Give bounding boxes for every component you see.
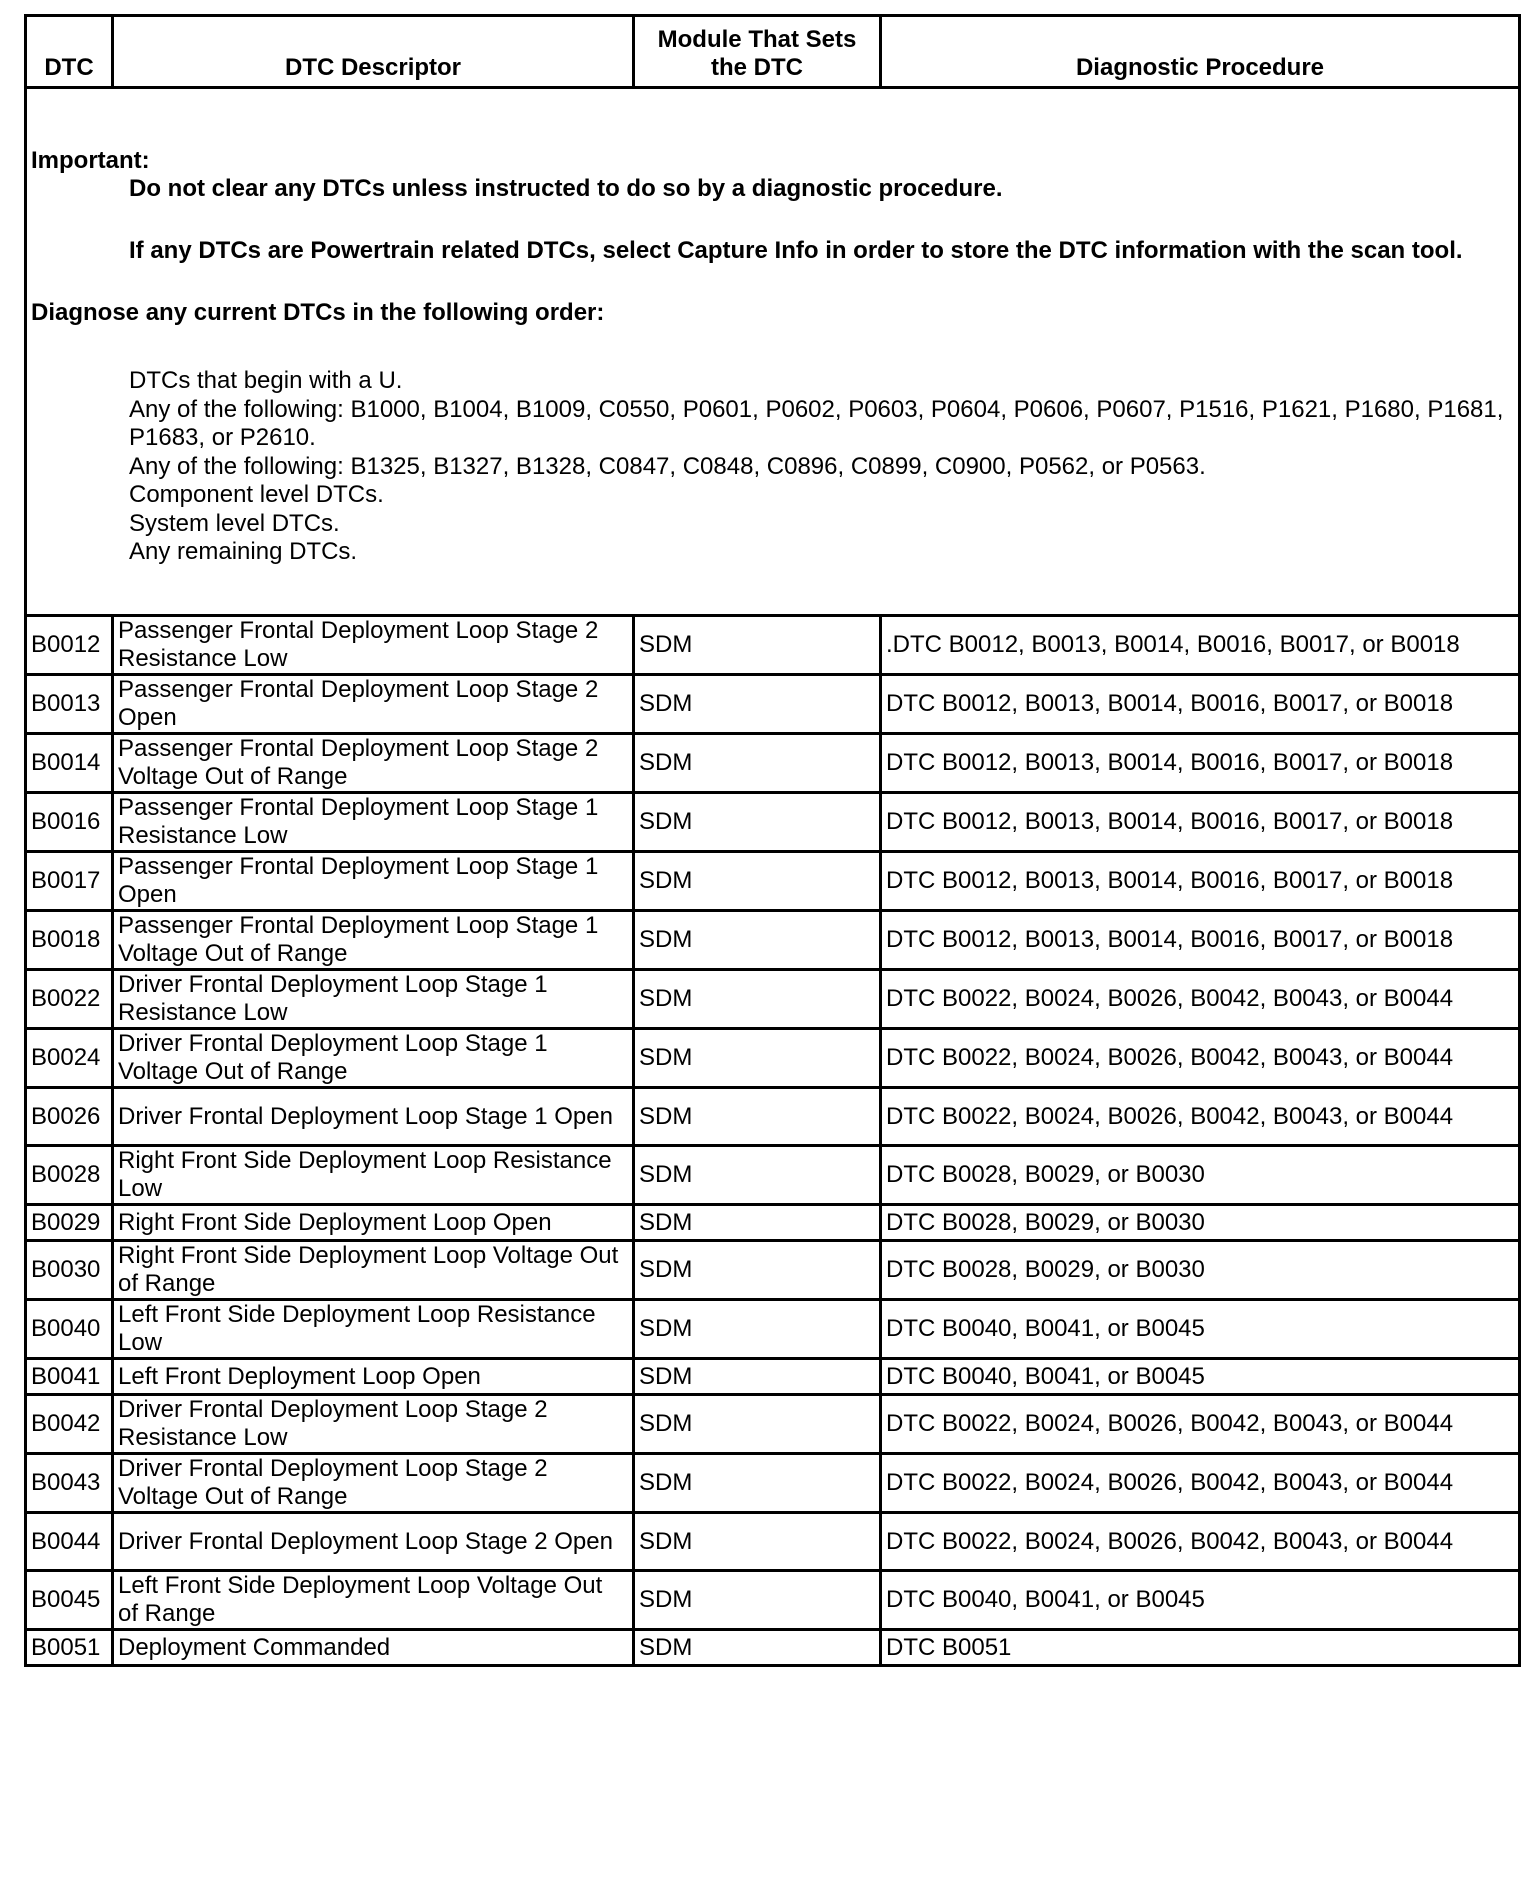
table-row bbox=[26, 1300, 1520, 1359]
module-cell: SDM bbox=[634, 1205, 881, 1241]
table-row bbox=[26, 1029, 1520, 1088]
procedure-cell: DTC B0012, B0013, B0014, B0016, B0017, or B0018 bbox=[881, 793, 1520, 852]
descriptor-cell: Left Front Side Deployment Loop Voltage Out of Range bbox=[113, 1571, 634, 1630]
table-row bbox=[26, 1513, 1520, 1571]
module-cell: SDM bbox=[634, 616, 881, 675]
descriptor-cell: Passenger Frontal Deployment Loop Stage 1 Voltage Out of Range bbox=[113, 911, 634, 970]
table-row bbox=[26, 911, 1520, 970]
order-item: DTCs that begin with a U. bbox=[129, 367, 403, 394]
dtc-cell: B0018 bbox=[26, 911, 113, 970]
order-item: Any remaining DTCs. bbox=[129, 538, 358, 565]
module-cell: SDM bbox=[634, 1146, 881, 1205]
descriptor-cell: Passenger Frontal Deployment Loop Stage 1 Resistance Low bbox=[113, 793, 634, 852]
dtc-cell: B0016 bbox=[26, 793, 113, 852]
order-item: Component level DTCs. bbox=[129, 481, 384, 508]
descriptor-cell: Passenger Frontal Deployment Loop Stage 1 Open bbox=[113, 852, 634, 911]
table-row bbox=[26, 852, 1520, 911]
dtc-cell: B0014 bbox=[26, 734, 113, 793]
dtc-cell: B0043 bbox=[26, 1454, 113, 1513]
order-item: Any of the following: B1325, B1327, B1328, C0847, C0848, C0896, C0899, C0900, P0562, or P0563. bbox=[129, 452, 1206, 480]
order-item: System level DTCs. bbox=[129, 509, 340, 537]
table-row bbox=[26, 1571, 1520, 1630]
order-list bbox=[31, 367, 1514, 567]
dtc-cell: B0017 bbox=[26, 852, 113, 911]
dtc-cell: B0040 bbox=[26, 1300, 113, 1359]
order-label: Diagnose any current DTCs in the following order: bbox=[31, 299, 605, 326]
module-cell: SDM bbox=[634, 1241, 881, 1300]
procedure-cell: DTC B0022, B0024, B0026, B0042, B0043, or B0044 bbox=[881, 970, 1520, 1029]
descriptor-cell: Driver Frontal Deployment Loop Stage 2 Voltage Out of Range bbox=[113, 1454, 634, 1513]
procedure-cell: DTC B0012, B0013, B0014, B0016, B0017, or B0018 bbox=[881, 734, 1520, 793]
important-label: Important: bbox=[31, 147, 150, 174]
table-row bbox=[26, 1630, 1520, 1666]
dtc-cell: B0045 bbox=[26, 1571, 113, 1630]
dtc-cell: B0041 bbox=[26, 1359, 113, 1395]
table-row bbox=[26, 616, 1520, 675]
procedure-cell: DTC B0022, B0024, B0026, B0042, B0043, or B0044 bbox=[881, 1513, 1520, 1571]
descriptor-cell: Driver Frontal Deployment Loop Stage 1 Voltage Out of Range bbox=[113, 1029, 634, 1088]
procedure-cell: DTC B0040, B0041, or B0045 bbox=[881, 1359, 1520, 1395]
table-row bbox=[26, 1146, 1520, 1205]
table-row bbox=[26, 1359, 1520, 1395]
descriptor-cell: Right Front Side Deployment Loop Open bbox=[113, 1205, 634, 1241]
module-cell: SDM bbox=[634, 1359, 881, 1395]
dtc-cell: B0028 bbox=[26, 1146, 113, 1205]
dtc-cell: B0029 bbox=[26, 1205, 113, 1241]
module-cell: SDM bbox=[634, 1571, 881, 1630]
module-cell: SDM bbox=[634, 852, 881, 911]
module-cell: SDM bbox=[634, 1630, 881, 1666]
table-row bbox=[26, 1205, 1520, 1241]
notes-row bbox=[26, 88, 1520, 616]
descriptor-cell: Driver Frontal Deployment Loop Stage 1 Open bbox=[113, 1088, 634, 1146]
table-row bbox=[26, 1088, 1520, 1146]
procedure-cell: DTC B0022, B0024, B0026, B0042, B0043, or B0044 bbox=[881, 1395, 1520, 1454]
dtc-cell: B0042 bbox=[26, 1395, 113, 1454]
dtc-cell: B0024 bbox=[26, 1029, 113, 1088]
table-row bbox=[26, 793, 1520, 852]
descriptor-cell: Left Front Deployment Loop Open bbox=[113, 1359, 634, 1395]
dtc-cell: B0030 bbox=[26, 1241, 113, 1300]
table-row bbox=[26, 734, 1520, 793]
dtc-cell: B0026 bbox=[26, 1088, 113, 1146]
module-cell: SDM bbox=[634, 911, 881, 970]
procedure-cell: DTC B0040, B0041, or B0045 bbox=[881, 1571, 1520, 1630]
descriptor-cell: Passenger Frontal Deployment Loop Stage 2 Resistance Low bbox=[113, 616, 634, 675]
procedure-cell: DTC B0028, B0029, or B0030 bbox=[881, 1146, 1520, 1205]
dtc-cell: B0022 bbox=[26, 970, 113, 1029]
module-cell: SDM bbox=[634, 675, 881, 734]
procedure-cell: DTC B0040, B0041, or B0045 bbox=[881, 1300, 1520, 1359]
module-cell: SDM bbox=[634, 734, 881, 793]
module-cell: SDM bbox=[634, 970, 881, 1029]
procedure-cell: DTC B0022, B0024, B0026, B0042, B0043, or B0044 bbox=[881, 1088, 1520, 1146]
table-row bbox=[26, 1395, 1520, 1454]
procedure-cell: DTC B0051 bbox=[881, 1630, 1520, 1666]
descriptor-cell: Deployment Commanded bbox=[113, 1630, 634, 1666]
header-row bbox=[26, 16, 1520, 88]
descriptor-cell: Right Front Side Deployment Loop Resistance Low bbox=[113, 1146, 634, 1205]
notes-cell bbox=[26, 88, 1520, 616]
dtc-cell: B0044 bbox=[26, 1513, 113, 1571]
table-row bbox=[26, 1241, 1520, 1300]
table-row bbox=[26, 675, 1520, 734]
important-line: Do not clear any DTCs unless instructed to do so by a diagnostic procedure. bbox=[129, 175, 1003, 202]
module-cell: SDM bbox=[634, 1395, 881, 1454]
procedure-cell: DTC B0012, B0013, B0014, B0016, B0017, or B0018 bbox=[881, 852, 1520, 911]
module-cell: SDM bbox=[634, 1454, 881, 1513]
dtc-cell: B0013 bbox=[26, 675, 113, 734]
header-module: Module That Sets the DTC bbox=[634, 16, 881, 88]
dtc-table bbox=[24, 14, 1521, 1667]
module-cell: SDM bbox=[634, 1029, 881, 1088]
procedure-cell: DTC B0012, B0013, B0014, B0016, B0017, or B0018 bbox=[881, 675, 1520, 734]
module-cell: SDM bbox=[634, 1088, 881, 1146]
descriptor-cell: Right Front Side Deployment Loop Voltage Out of Range bbox=[113, 1241, 634, 1300]
descriptor-cell: Driver Frontal Deployment Loop Stage 2 Open bbox=[113, 1513, 634, 1571]
descriptor-cell: Driver Frontal Deployment Loop Stage 1 Resistance Low bbox=[113, 970, 634, 1029]
header-dtc: DTC bbox=[26, 16, 113, 88]
descriptor-cell: Driver Frontal Deployment Loop Stage 2 Resistance Low bbox=[113, 1395, 634, 1454]
procedure-cell: DTC B0022, B0024, B0026, B0042, B0043, or B0044 bbox=[881, 1029, 1520, 1088]
dtc-cell: B0012 bbox=[26, 616, 113, 675]
module-cell: SDM bbox=[634, 1300, 881, 1359]
descriptor-cell: Passenger Frontal Deployment Loop Stage 2 Voltage Out of Range bbox=[113, 734, 634, 793]
descriptor-cell: Passenger Frontal Deployment Loop Stage 2 Open bbox=[113, 675, 634, 734]
module-cell: SDM bbox=[634, 1513, 881, 1571]
procedure-cell: DTC B0012, B0013, B0014, B0016, B0017, or B0018 bbox=[881, 911, 1520, 970]
descriptor-cell: Left Front Side Deployment Loop Resistance Low bbox=[113, 1300, 634, 1359]
order-item: Any of the following: B1000, B1004, B1009, C0550, P0601, P0602, P0603, P0604, P0606, P0607, P1516, P1621, P1680, P1681, P1683, or P2610. bbox=[129, 395, 1504, 451]
procedure-cell: DTC B0028, B0029, or B0030 bbox=[881, 1241, 1520, 1300]
procedure-cell: DTC B0028, B0029, or B0030 bbox=[881, 1205, 1520, 1241]
procedure-cell: DTC B0022, B0024, B0026, B0042, B0043, or B0044 bbox=[881, 1454, 1520, 1513]
module-cell: SDM bbox=[634, 793, 881, 852]
procedure-cell: .DTC B0012, B0013, B0014, B0016, B0017, or B0018 bbox=[881, 616, 1520, 675]
table-row bbox=[26, 970, 1520, 1029]
header-descriptor: DTC Descriptor bbox=[113, 16, 634, 88]
dtc-cell: B0051 bbox=[26, 1630, 113, 1666]
table-row bbox=[26, 1454, 1520, 1513]
important-line: If any DTCs are Powertrain related DTCs, select Capture Info in order to store the DTC information with the scan tool. bbox=[129, 237, 1463, 264]
header-procedure: Diagnostic Procedure bbox=[881, 16, 1520, 88]
